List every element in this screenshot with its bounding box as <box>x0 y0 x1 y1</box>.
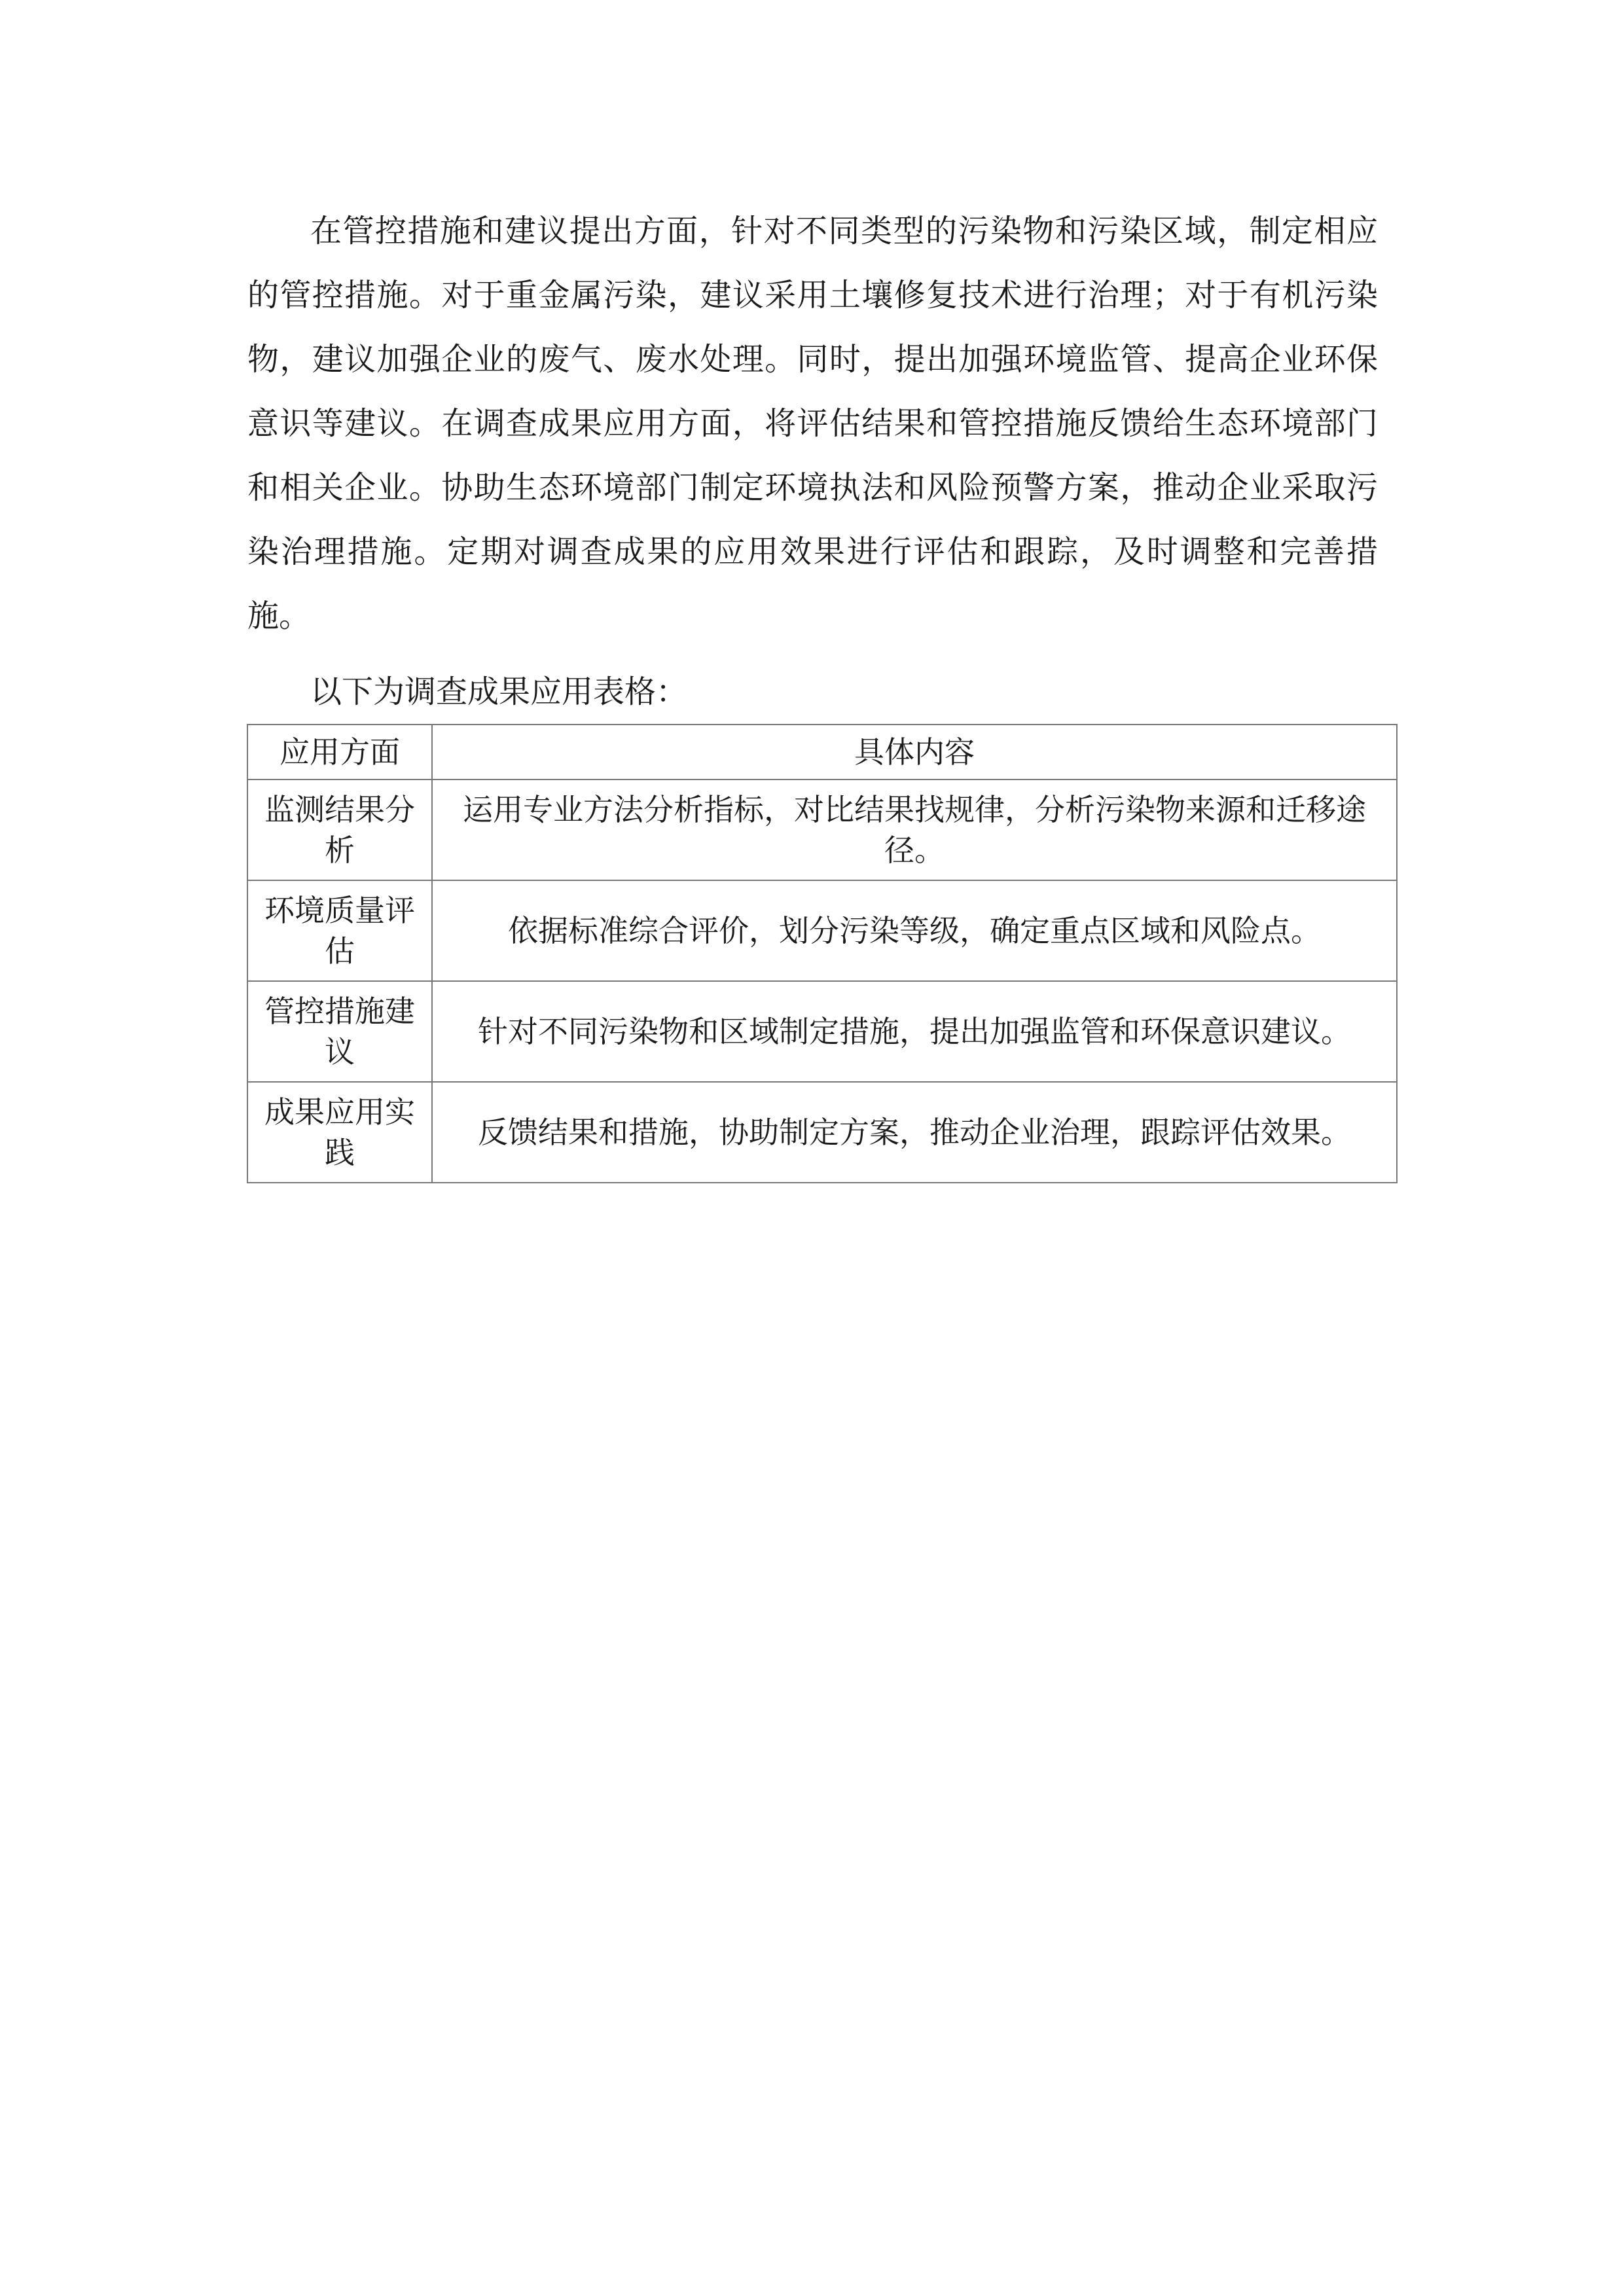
cell-content: 针对不同污染物和区域制定措施，提出加强监管和环保意识建议。 <box>432 981 1397 1082</box>
table-row <box>247 880 1397 981</box>
header-application-aspect: 应用方面 <box>247 725 432 780</box>
cell-content: 反馈结果和措施，协助制定方案，推动企业治理，跟踪评估效果。 <box>432 1082 1397 1183</box>
table-row <box>247 780 1397 880</box>
cell-aspect: 监测结果分析 <box>247 780 432 880</box>
header-specific-content: 具体内容 <box>432 725 1397 780</box>
table-intro: 以下为调查成果应用表格： <box>310 673 688 710</box>
body-paragraph: 在管控措施和建议提出方面，针对不同类型的污染物和污染区域，制定相应的管控措施。对于重金属污染，建议采用土壤修复技术进行治理；对于有机污染物，建议加强企业的废气、废水处理。同时，提出加强环境监管、提高企业环保意识等建议。在调查成果应用方面，将评估结果和管控措施反馈给生态环境部门和相关企业。协助生态环境部门制定环境执法和风险预警方案，推动企业采取污染治理措施。定期对调查成果的应用效果进行评估和跟踪，及时调整和完善措施。 <box>247 213 1378 634</box>
table-row <box>247 981 1397 1082</box>
table-row <box>247 1082 1397 1183</box>
cell-content: 运用专业方法分析指标，对比结果找规律，分析污染物来源和迁移途径。 <box>432 780 1397 880</box>
table-header-row <box>247 725 1397 780</box>
results-application-table <box>247 724 1398 1183</box>
cell-aspect: 管控措施建议 <box>247 981 432 1082</box>
cell-content: 依据标准综合评价，划分污染等级，确定重点区域和风险点。 <box>432 880 1397 981</box>
cell-aspect: 成果应用实践 <box>247 1082 432 1183</box>
cell-aspect: 环境质量评估 <box>247 880 432 981</box>
